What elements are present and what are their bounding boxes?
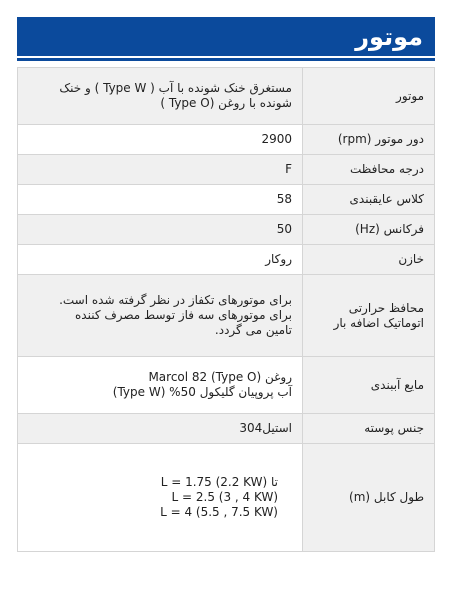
row-label: درجه محافظت [303,155,435,185]
row-frequency [18,215,435,245]
row-label: خازن [303,245,435,275]
row-label: طول کابل (m) [303,444,435,552]
title-underline [17,58,435,61]
row-label: مایع آببندی [303,357,435,414]
row-value: 2900 [18,125,303,155]
spec-table [17,67,435,552]
row-sealing-fluid [18,357,435,414]
row-value: برای موتورهای تکفاز در نظر گرفته شده است. برای موتورهای سه فاز توسط مصرف کننده تامین می گردد. [18,275,303,357]
row-speed [18,125,435,155]
row-label: دور موتور (rpm) [303,125,435,155]
title-bar [17,17,435,56]
row-label: فرکانس (Hz) [303,215,435,245]
row-label: محافظ حرارتی اتوماتیک اضافه بار [303,275,435,357]
row-thermal-protector [18,275,435,357]
row-value: روغن Marcol 82 (Type O) آب پروپیان گلیکول 50% (Type W) [18,357,303,414]
row-value: 58 [18,185,303,215]
row-motor [18,68,435,125]
row-label: موتور [303,68,435,125]
row-value: F [18,155,303,185]
row-label: جنس پوسته [303,414,435,444]
row-value: 50 [18,215,303,245]
row-value: استیل304 [18,414,303,444]
row-insulation [18,185,435,215]
section-title: موتور [355,22,423,51]
row-value: تا L = 1.75 (2.2 KW) L = 2.5 (3 , 4 KW) L = 4 (5.5 , 7.5 KW) [18,444,303,552]
row-value: روکار [18,245,303,275]
row-value: مستغرق خنک شونده با آب ( Type W ) و خنک شونده با روغن (Type O ) [18,68,303,125]
row-casing-material [18,414,435,444]
row-protection [18,155,435,185]
row-label: کلاس عایقبندی [303,185,435,215]
row-cable-length [18,444,435,552]
row-capacitor [18,245,435,275]
